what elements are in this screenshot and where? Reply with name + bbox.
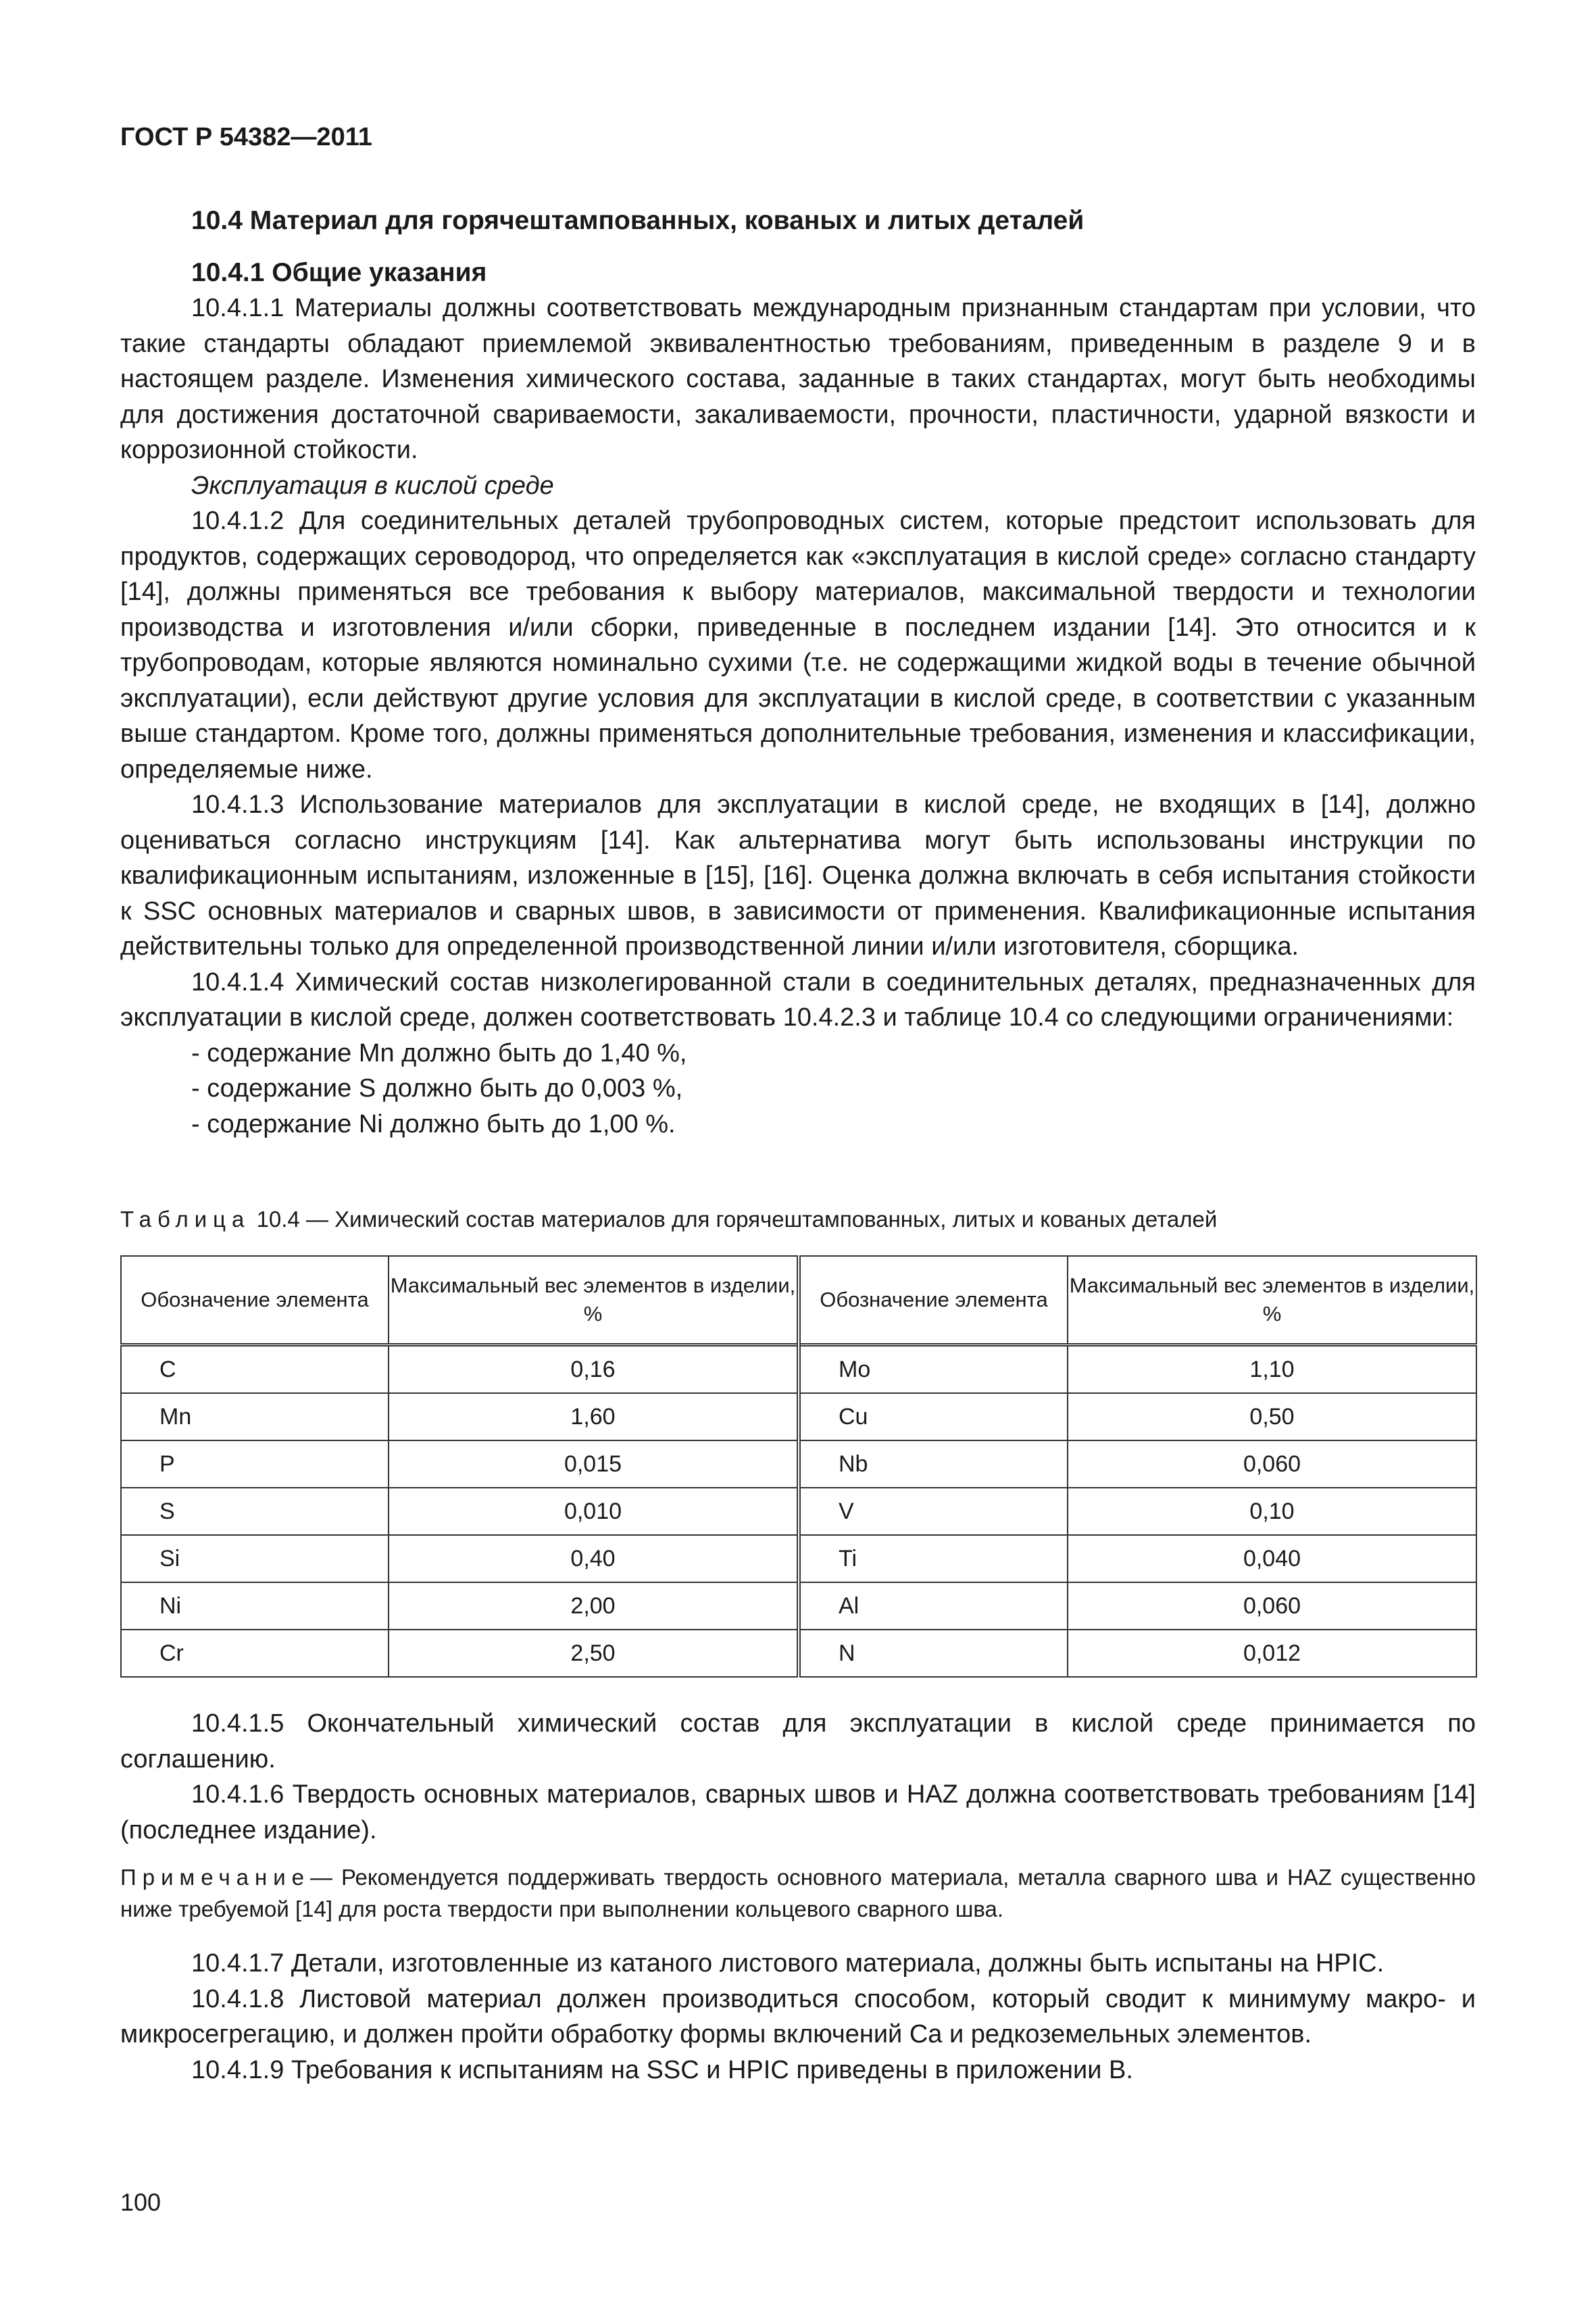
table-row <box>121 1440 1476 1488</box>
note <box>120 1861 1476 1925</box>
element-cell: Si <box>121 1535 389 1582</box>
paragraph-10-4-1-2: 10.4.1.2 Для соединительных деталей трубопроводных систем, которые предстоит использовать для продуктов, содержащих сероводород, что определяется как «эксплуатация в кислой среде» согласно стандарту [14], должны применяться все требования к выбору материалов, максимальной твердости и технологии производства и изготовления и/или сборки, приведенные в последнем издании [14]. Это относится и к трубопроводам, которые являются номинально сухими (т.е. не содержащими жидкой воды в течение обычной эксплуатации), если действуют другие условия для эксплуатации в кислой среде, в соответствии с указанным выше стандартом. Кроме того, должны применяться дополнительные требования, изменения и классификации, определяемые ниже. <box>120 507 1476 784</box>
max-weight-cell: 1,60 <box>389 1393 799 1440</box>
max-weight-cell: 0,015 <box>389 1440 799 1488</box>
paragraph-10-4-1-6: 10.4.1.6 Твердость основных материалов, сварных швов и HAZ должна соответствовать требованиям [14] (последнее издание). <box>120 1780 1476 1844</box>
table-row <box>121 1345 1476 1394</box>
table-header-row <box>121 1256 1476 1345</box>
header-element-2: Обозначение элемента <box>799 1256 1068 1345</box>
element-cell: P <box>121 1440 389 1488</box>
element-cell: Nb <box>799 1440 1068 1488</box>
element-cell: S <box>121 1488 389 1535</box>
max-weight-cell: 0,012 <box>1068 1630 1476 1677</box>
document-header: ГОСТ Р 54382—2011 <box>120 123 372 151</box>
chemical-composition-table <box>120 1255 1477 1678</box>
max-weight-cell: 0,040 <box>1068 1535 1476 1582</box>
max-weight-cell: 1,10 <box>1068 1345 1476 1394</box>
element-cell: Ni <box>121 1582 389 1630</box>
paragraph-10-4-1-8: 10.4.1.8 Листовой материал должен производиться способом, который сводит к минимуму макро- и микросегрегацию, и должен пройти обработку формы включений Ca и редкоземельных элементов. <box>120 1984 1476 2048</box>
element-cell: C <box>121 1345 389 1394</box>
list-item-s: - содержание S должно быть до 0,003 %, <box>191 1074 683 1103</box>
element-cell: N <box>799 1630 1068 1677</box>
paragraph-10-4-1-1: 10.4.1.1 Материалы должны соответствовать международным признанным стандартам при условии, что такие стандарты обладают приемлемой эквивалентностью требованиям, приведенным в разделе 9 и в настоящем разделе. Изменения химического состава, заданные в таких стандартах, могут быть необходимы для достижения достаточной свариваемости, закаливаемости, прочности, пластичности, ударной вязкости и коррозионной стойкости. <box>120 294 1476 464</box>
table-row <box>121 1488 1476 1535</box>
max-weight-cell: 0,060 <box>1068 1440 1476 1488</box>
table-row <box>121 1535 1476 1582</box>
element-cell: Mo <box>799 1345 1068 1394</box>
element-cell: Ti <box>799 1535 1068 1582</box>
element-cell: V <box>799 1488 1068 1535</box>
element-cell: Al <box>799 1582 1068 1630</box>
max-weight-cell: 0,50 <box>1068 1393 1476 1440</box>
header-max-weight-2: Максимальный вес элементов в изделии, % <box>1068 1256 1476 1345</box>
max-weight-cell: 0,16 <box>389 1345 799 1394</box>
paragraph-10-4-1-5: 10.4.1.5 Окончательный химический состав для эксплуатации в кислой среде принимается по соглашению. <box>120 1709 1476 1774</box>
header-max-weight-1: Максимальный вес элементов в изделии, % <box>389 1256 799 1345</box>
table-caption-text: 10.4 — Химический состав материалов для горячештампованных, литых и кованых деталей <box>256 1207 1218 1232</box>
note-text: — Рекомендуется поддерживать твердость основного материала, металла сварного шва и HAZ существенно ниже требуемой [14] для роста твердости при выполнении кольцевого сварного шва. <box>120 1865 1476 1921</box>
note-label: Примечание <box>120 1865 311 1890</box>
body-text-bottom <box>120 1946 1476 2088</box>
table-row <box>121 1582 1476 1630</box>
element-cell: Cr <box>121 1630 389 1677</box>
table-caption-label: Таблица <box>120 1207 251 1232</box>
max-weight-cell: 0,060 <box>1068 1582 1476 1630</box>
page-number: 100 <box>120 2188 161 2216</box>
list-item-ni: - содержание Ni должно быть до 1,00 %. <box>191 1109 676 1138</box>
paragraph-10-4-1-3: 10.4.1.3 Использование материалов для эксплуатации в кислой среде, не входящих в [14], должно оцениваться согласно инструкциям [14]. Как альтернатива могут быть использованы инструкции по квалификационным испытаниям, изложенные в [15], [16]. Оценка должна включать в себя испытания стойкости к SSC основных материалов и сварных швов, в зависимости от применения. Квалификационные испытания действительны только для определенной производственной линии и/или изготовителя, сборщика. <box>120 790 1476 961</box>
max-weight-cell: 0,10 <box>1068 1488 1476 1535</box>
body-text-mid <box>120 1706 1476 1848</box>
body-text-top <box>120 291 1476 1142</box>
max-weight-cell: 2,00 <box>389 1582 799 1630</box>
element-cell: Cu <box>799 1393 1068 1440</box>
paragraph-10-4-1-4: 10.4.1.4 Химический состав низколегированной стали в соединительных деталях, предназначенных для эксплуатации в кислой среде, должен соответствовать 10.4.2.3 и таблице 10.4 со следующими ограничениями: <box>120 967 1476 1032</box>
paragraph-10-4-1-7: 10.4.1.7 Детали, изготовленные из катаного листового материала, должны быть испытаны на HPIC. <box>191 1949 1385 1978</box>
header-element-1: Обозначение элемента <box>121 1256 389 1345</box>
subsection-title: 10.4.1 Общие указания <box>191 258 487 287</box>
paragraph-10-4-1-9: 10.4.1.9 Требования к испытаниям на SSC и HPIC приведены в приложении В. <box>191 2055 1133 2084</box>
max-weight-cell: 0,010 <box>389 1488 799 1535</box>
list-item-mn: - содержание Mn должно быть до 1,40 %, <box>191 1038 687 1067</box>
max-weight-cell: 2,50 <box>389 1630 799 1677</box>
table-row <box>121 1630 1476 1677</box>
table-caption <box>120 1207 1217 1232</box>
element-cell: Mn <box>121 1393 389 1440</box>
table-row <box>121 1393 1476 1440</box>
max-weight-cell: 0,40 <box>389 1535 799 1582</box>
subheading-sour-service: Эксплуатация в кислой среде <box>191 471 554 500</box>
section-title: 10.4 Материал для горячештампованных, кованых и литых деталей <box>191 206 1084 235</box>
